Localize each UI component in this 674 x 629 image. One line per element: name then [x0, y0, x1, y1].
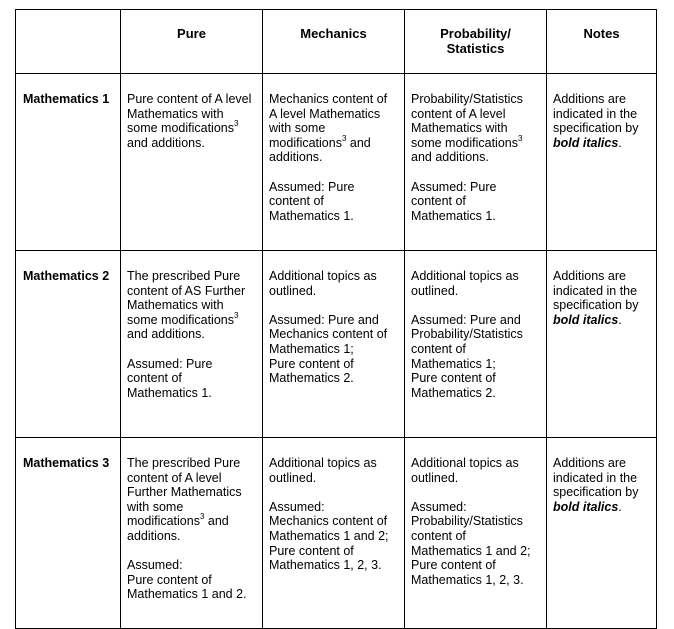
header-corner	[16, 10, 121, 74]
notes-cell: Additions are indicated in the specification by bold italics.	[547, 74, 657, 251]
footnote-ref: 3	[518, 133, 523, 143]
header-notes: Notes	[547, 10, 657, 74]
row-title: Mathematics 2	[16, 251, 121, 438]
header-mechanics: Mechanics	[263, 10, 405, 74]
header-row	[16, 10, 657, 74]
table-row	[16, 438, 657, 629]
mechanics-cell: Additional topics as outlined. Assumed: Mechanics content of Mathematics 1 and 2; Pure content of Mathematics 1, 2, 3.	[263, 438, 405, 629]
notes-cell: Additions are indicated in the specification by bold italics.	[547, 251, 657, 438]
table-row	[16, 74, 657, 251]
header-probability-statistics: Probability/ Statistics	[405, 10, 547, 74]
footnote-ref: 3	[199, 512, 205, 522]
mechanics-cell: Additional topics as outlined. Assumed: Pure and Mechanics content of Mathematics 1; Pure content of Mathematics 2.	[263, 251, 405, 438]
table-row	[16, 251, 657, 438]
probability-cell: Additional topics as outlined. Assumed: Probability/Statistics content of Mathematics 1 and 2; Pure content of Mathematics 1, 2, 3.	[405, 438, 547, 629]
footnote-ref: 3	[234, 310, 239, 320]
notes-cell: Additions are indicated in the specification by bold italics.	[547, 438, 657, 629]
probability-cell: Probability/Statistics content of A level Mathematics with some modifications$^3$ and additions. Assumed: Pure content of Mathematics 1.	[405, 74, 547, 251]
pure-cell: The prescribed Pure content of A level Further Mathematics with some modifications$^3$ and additions. Assumed: Pure content of Mathematics 1 and 2.	[121, 438, 263, 629]
pure-cell: The prescribed Pure content of AS Further Mathematics with some modifications$^3$ and additions. Assumed: Pure content of Mathematics 1.	[121, 251, 263, 438]
row-title: Mathematics 3	[16, 438, 121, 629]
pure-cell: Pure content of A level Mathematics with some modifications$^3$ and additions.	[121, 74, 263, 251]
probability-cell: Additional topics as outlined. Assumed: Pure and Probability/Statistics content of Mathematics 1; Pure content of Mathematics 2.	[405, 251, 547, 438]
footnote-ref: 3	[341, 133, 347, 143]
qualification-structure-table	[15, 9, 657, 629]
mechanics-cell: Mechanics content of A level Mathematics with some modifications$^3$ and additions. Assumed: Pure content of Mathematics 1.	[263, 74, 405, 251]
footnote-ref: 3	[234, 119, 239, 129]
row-title: Mathematics 1	[16, 74, 121, 251]
header-pure: Pure	[121, 10, 263, 74]
